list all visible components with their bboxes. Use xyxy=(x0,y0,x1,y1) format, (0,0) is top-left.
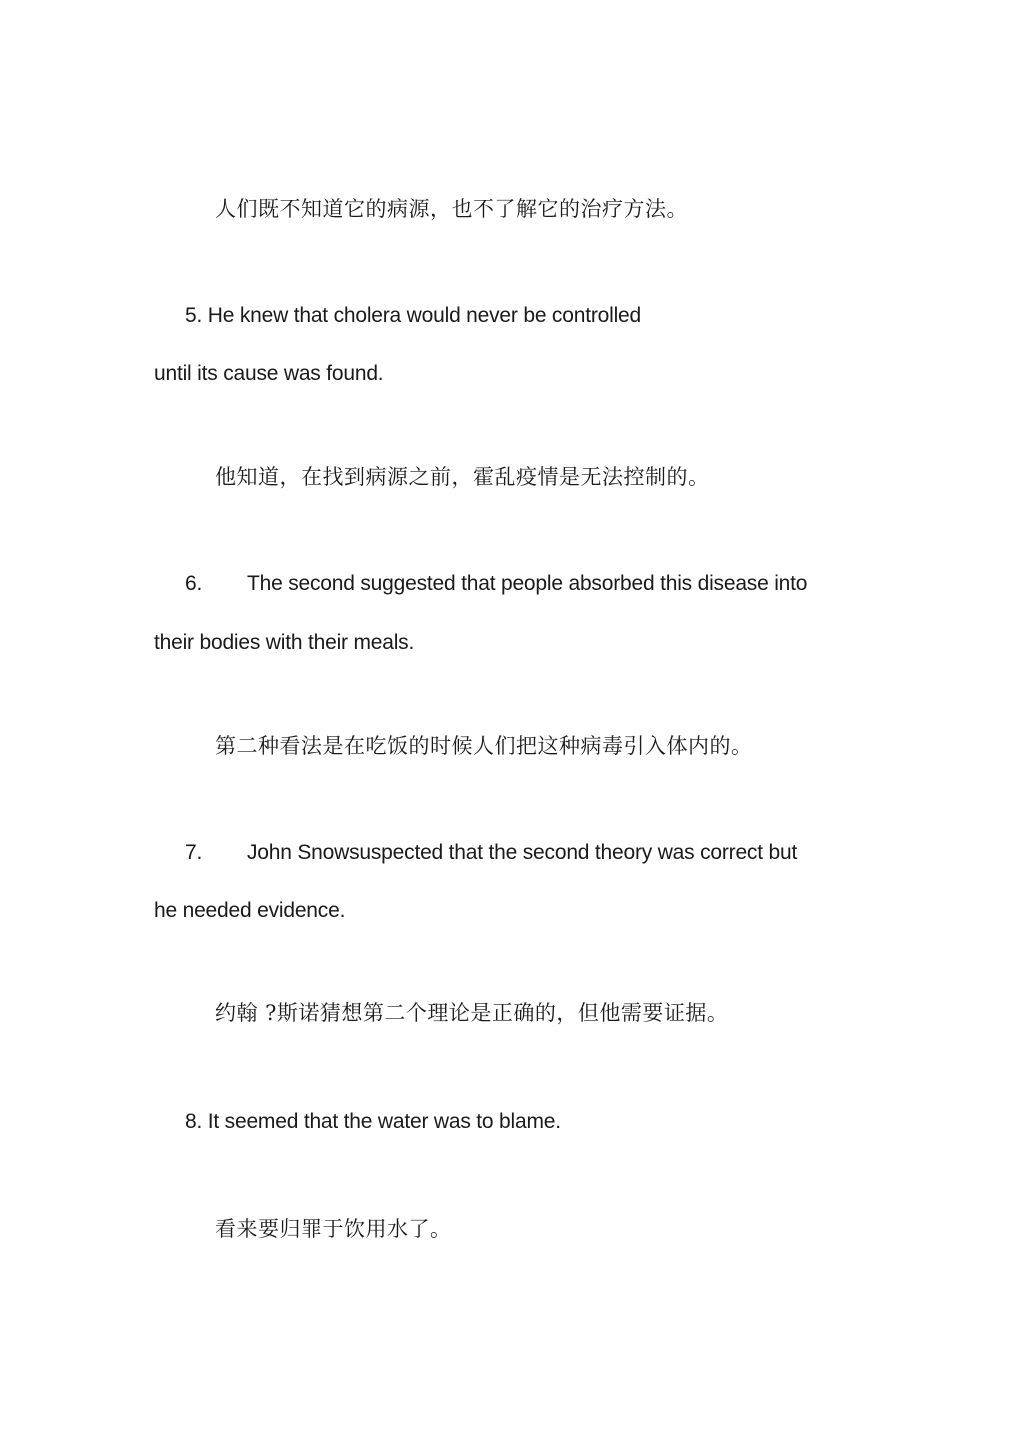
translation-8: 看来要归罪于饮用水了。 xyxy=(215,1217,452,1241)
item-8-text-1: It seemed that the water was to blame. xyxy=(207,1110,561,1133)
item-8-line-1 xyxy=(185,1111,561,1132)
translation-4: 人们既不知道它的病源，也不了解它的治疗方法。 xyxy=(215,197,688,221)
item-5-text-1: He knew that cholera would never be controlled xyxy=(207,304,641,327)
item-6-number: 6. xyxy=(185,572,203,595)
item-8-number: 8. xyxy=(185,1110,203,1133)
item-5-line-2: until its cause was found. xyxy=(154,362,384,385)
item-6-text-1: The second suggested that people absorbed this disease into xyxy=(247,572,808,595)
item-7-number: 7. xyxy=(185,841,203,864)
item-5-number: 5. xyxy=(185,304,203,327)
item-6-line-2: their bodies with their meals. xyxy=(154,631,415,654)
translation-6: 第二种看法是在吃饭的时候人们把这种病毒引入体内的。 xyxy=(215,734,753,758)
translation-5: 他知道，在找到病源之前，霍乱疫情是无法控制的。 xyxy=(215,465,710,489)
item-5-line-1 xyxy=(185,305,641,326)
item-7-line-2: he needed evidence. xyxy=(154,899,346,922)
translation-7: 约翰 ?斯诺猜想第二个理论是正确的，但他需要证据。 xyxy=(215,1001,729,1025)
item-7-text-1: John Snowsuspected that the second theory was correct but xyxy=(247,841,798,864)
